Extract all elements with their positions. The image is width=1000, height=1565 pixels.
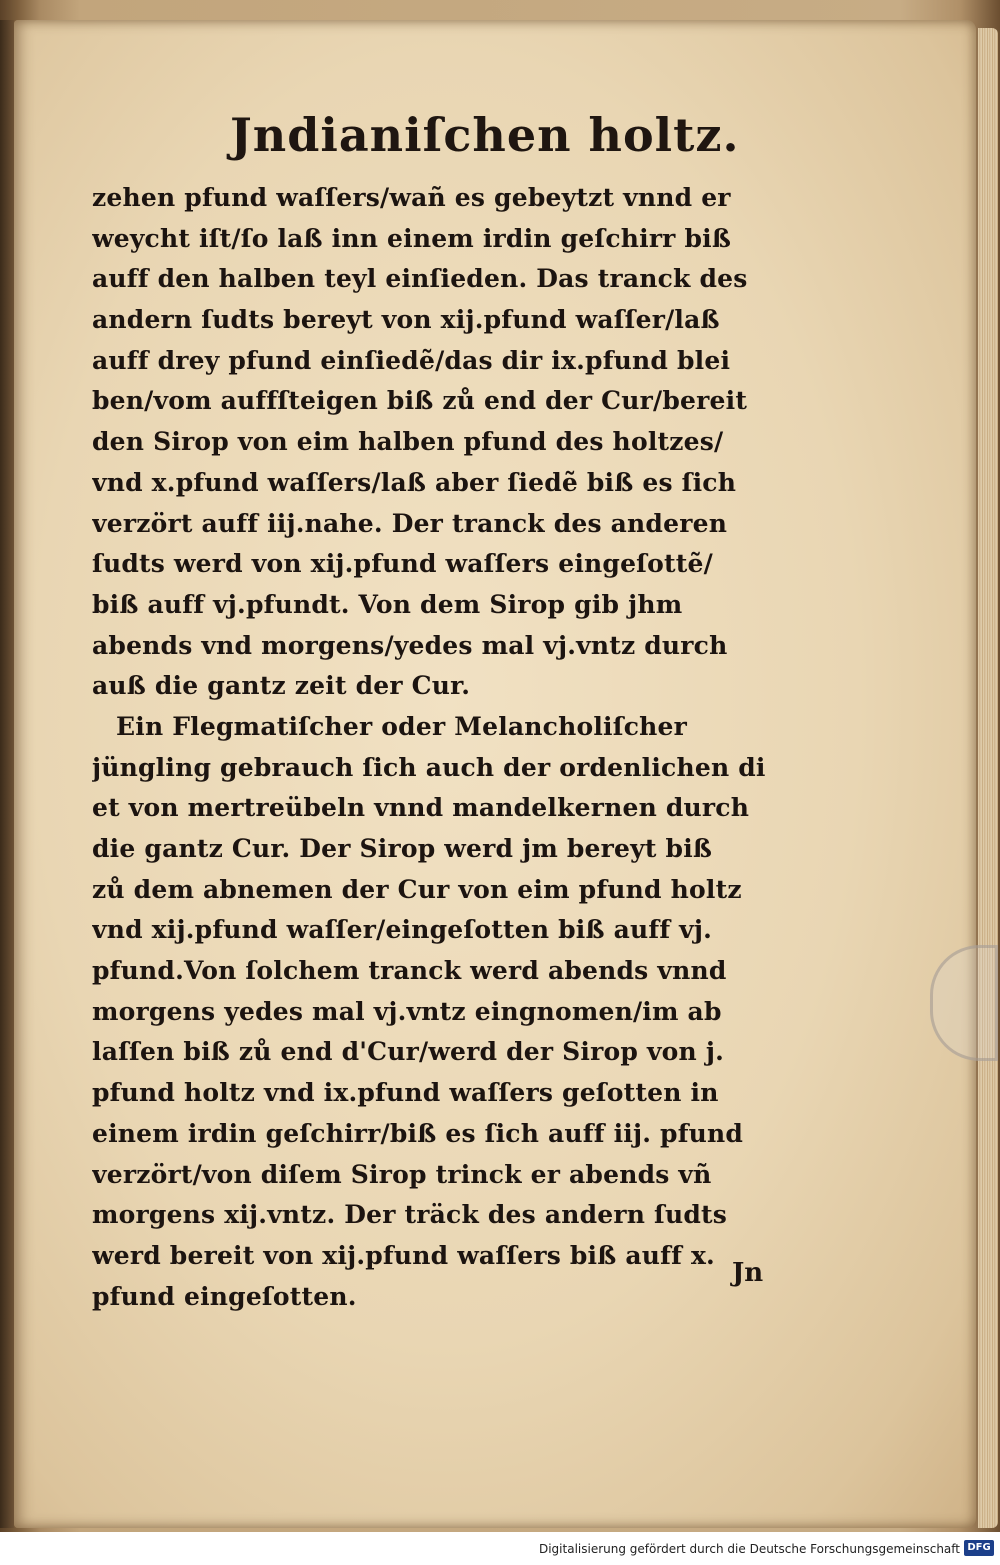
text-line: zů dem abnemen der Cur von eim pfund holtz <box>92 874 742 904</box>
text-line: werd bereit von xij.pfund waſſers biß auff x. <box>92 1240 715 1270</box>
text-line: morgens yedes mal vj.vntz eingnomen/im ab <box>92 996 722 1026</box>
text-line: verzört auff iij.nahe. Der tranck des anderen <box>92 508 728 538</box>
text-line: Ein Flegmatiſcher oder Melancholiſcher <box>116 711 687 741</box>
book-gutter <box>0 20 14 1528</box>
text-line: jüngling gebrauch ſich auch der ordenlichen di <box>92 752 766 782</box>
text-line: einem irdin geſchirr/biß es ſich auff iij. pfund <box>92 1118 744 1148</box>
text-line: ben/vom auffſteigen biß zů end der Cur/bereit <box>92 386 748 416</box>
running-head: Jndianiſchen holtz. <box>230 108 740 162</box>
funding-notice: Digitalisierung gefördert durch die Deutsche Forschungsgemeinschaft <box>538 1542 960 1556</box>
footer-bar <box>0 1532 1000 1565</box>
text-line: pfund eingeſotten. <box>92 1281 357 1311</box>
text-line: et von mertreübeln vnnd mandelkernen durch <box>92 793 750 823</box>
text-line: abends vnd morgens/yedes mal vj.vntz durch <box>92 630 728 660</box>
text-line: andern ſudts bereyt von xij.pfund waſſer/laß <box>92 305 720 335</box>
text-line: pfund.Von ſolchem tranck werd abends vnnd <box>92 956 727 986</box>
text-line: biß auff vj.pfundt. Von dem Sirop gib jhm <box>92 589 683 619</box>
text-line: weycht iſt/ſo laß inn einem irdin geſchirr biß <box>92 223 732 253</box>
text-line: verzört/von diſem Sirop trinck er abends vñ <box>92 1159 712 1189</box>
page-edges <box>978 28 998 1528</box>
catchword: Jn <box>732 1258 764 1288</box>
text-line: auff drey pfund einſiedẽ/das dir ix.pfund blei <box>92 345 731 375</box>
text-line: vnd xij.pfund waſſer/eingeſotten biß auff vj. <box>92 915 713 945</box>
body-text <box>92 178 792 1317</box>
dfg-logo-icon: DFG <box>964 1540 994 1556</box>
text-line: auff den halben teyl einſieden. Das tranck des <box>92 264 748 294</box>
text-line: vnd x.pfund waſſers/laß aber ſiedẽ biß es ſich <box>92 467 737 497</box>
text-line: ſudts werd von xij.pfund waſſers eingeſottẽ/ <box>92 549 713 579</box>
text-line: laſſen biß zů end d'Cur/werd der Sirop von j. <box>92 1037 724 1067</box>
text-line: den Sirop von eim halben pfund des holtzes/ <box>92 427 724 457</box>
text-line: auß die gantz zeit der Cur. <box>92 671 471 701</box>
text-line: die gantz Cur. Der Sirop werd jm bereyt biß <box>92 834 713 863</box>
text-line: morgens xij.vntz. Der träck des andern ſudts <box>92 1200 728 1230</box>
text-line: zehen pfund waſſers/wañ es gebeytzt vnnd er <box>92 183 731 212</box>
text-line: pfund holtz vnd ix.pfund waſſers geſotten in <box>92 1078 719 1108</box>
